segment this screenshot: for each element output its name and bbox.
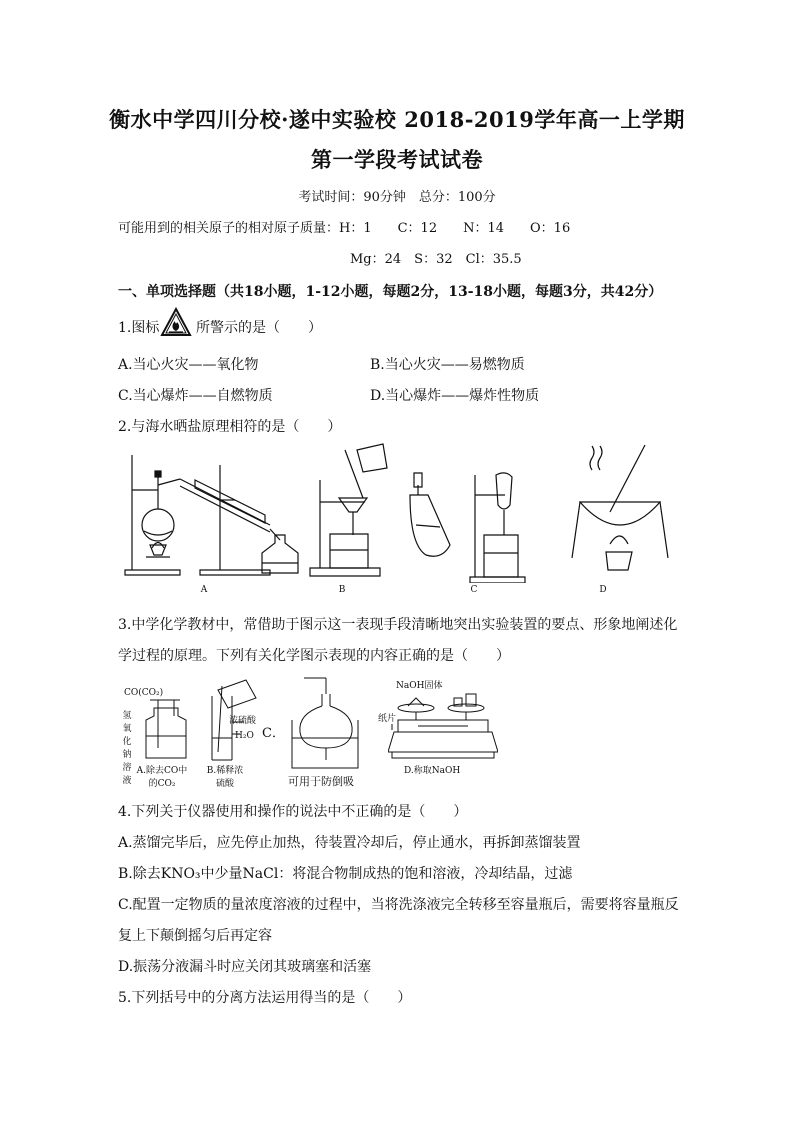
- q3-d-paper-label: 纸片: [378, 714, 397, 724]
- q3-stem-line-1: 3.中学化学教材中，常借助于图示这一表现手段清晰地突出实验装置的要点、形象地阐述化: [118, 617, 678, 633]
- q3-a-caption: [134, 763, 190, 789]
- q3-a-solution-char: 氢: [122, 711, 132, 721]
- q5-stem: 5.下列括号中的分离方法运用得当的是（ ）: [118, 990, 412, 1006]
- q1-option-c: C.当心爆炸——自燃物质: [118, 388, 273, 404]
- q2-label-c: C: [470, 585, 478, 595]
- q1-stem-prefix: 1.图标: [118, 320, 160, 336]
- q4-option-c-line-1: C.配置一定物质的量浓度溶液的过程中，当将洗涤液完全转移至容量瓶后，需要将容量瓶反: [118, 897, 679, 913]
- q3-figure-a-gas-washing-bottle: [140, 696, 190, 762]
- q3-b-caption-line: 硫酸: [215, 779, 234, 789]
- q3-b-water-label: H₂O: [235, 731, 254, 741]
- q3-a-solution-char: 液: [122, 776, 132, 786]
- q3-c-caption: 可用于防倒吸: [288, 775, 354, 788]
- flammable-warning-icon: [160, 307, 192, 337]
- q3-a-caption-line: A.除去CO中: [136, 766, 188, 776]
- q3-d-solid-label: NaOH固体: [396, 681, 443, 691]
- page-subtitle: 第一学段考试试卷: [311, 147, 483, 172]
- q1-stem-suffix: 所警示的是（ ）: [196, 320, 322, 336]
- q1-option-d: D.当心爆炸——爆炸性物质: [370, 388, 540, 404]
- q2-figure-c-separatory-funnel: [400, 465, 530, 583]
- q2-label-d: D: [599, 585, 607, 595]
- q2-label-a: A: [200, 585, 208, 595]
- q3-a-solution-char: 溶: [122, 763, 132, 773]
- q4-option-b: B.除去KNO₃中少量NaCl：将混合物制成热的饱和溶液，冷却结晶，过滤: [118, 866, 573, 882]
- q3-b-acid-label: 浓硫酸: [229, 716, 257, 726]
- q2-figure-b-filtration: [305, 440, 395, 580]
- q3-a-caption-line: 的CO₂: [148, 779, 176, 789]
- section-heading: 一、单项选择题（共18小题，1-12小题，每题2分，13-18小题，每题3分，共42分）: [118, 284, 663, 300]
- q1-option-a: A.当心火灾——氧化物: [118, 357, 259, 373]
- q3-a-gas-label: CO(CO₂): [124, 688, 164, 698]
- q3-c-label: C．: [262, 726, 285, 741]
- q3-b-caption: [200, 763, 250, 789]
- q3-a-solution-char: 钠: [122, 750, 132, 760]
- q4-option-d: D.振荡分液漏斗时应关闭其玻璃塞和活塞: [118, 959, 372, 975]
- q3-stem-line-2: 学过程的原理。下列有关化学图示表现的内容正确的是（ ）: [118, 648, 510, 664]
- q2-stem: 2.与海水晒盐原理相符的是（ ）: [118, 419, 342, 435]
- q3-a-solution-char: 氧: [122, 724, 132, 734]
- q2-figure-d-evaporation: [570, 440, 670, 580]
- atomic-mass-line-2: Mg：24 S：32 Cl：35.5: [350, 252, 522, 267]
- q3-a-solution-char: 化: [122, 737, 132, 747]
- q3-d-caption: D.称取NaOH: [404, 766, 461, 776]
- atomic-mass-line-1: 可能用到的相关原子的相对原子质量：H：1 C：12 N：14 O：16: [118, 221, 571, 236]
- q4-option-c-line-2: 复上下颠倒摇匀后再定容: [118, 928, 272, 944]
- q2-figure-a-distillation: [120, 445, 305, 580]
- q4-option-a: A.蒸馏完毕后，应先停止加热，待装置冷却后，停止通水，再拆卸蒸馏装置: [118, 835, 581, 851]
- q3-b-caption-line: B.稀释浓: [206, 766, 244, 776]
- q2-label-b: B: [338, 585, 346, 595]
- exam-info: 考试时间：90分钟 总分：100分: [298, 190, 496, 205]
- page-title: 衡水中学四川分校·遂中实验校 2018-2019学年高一上学期: [109, 107, 685, 132]
- q3-figure-c-anti-suckback: [284, 674, 360, 770]
- q3-figure-d-balance: [388, 690, 498, 762]
- q3-a-solution-label: [120, 708, 134, 786]
- q4-stem: 4.下列关于仪器使用和操作的说法中不正确的是（ ）: [118, 804, 468, 820]
- q1-option-b: B.当心火灾——易燃物质: [370, 357, 525, 373]
